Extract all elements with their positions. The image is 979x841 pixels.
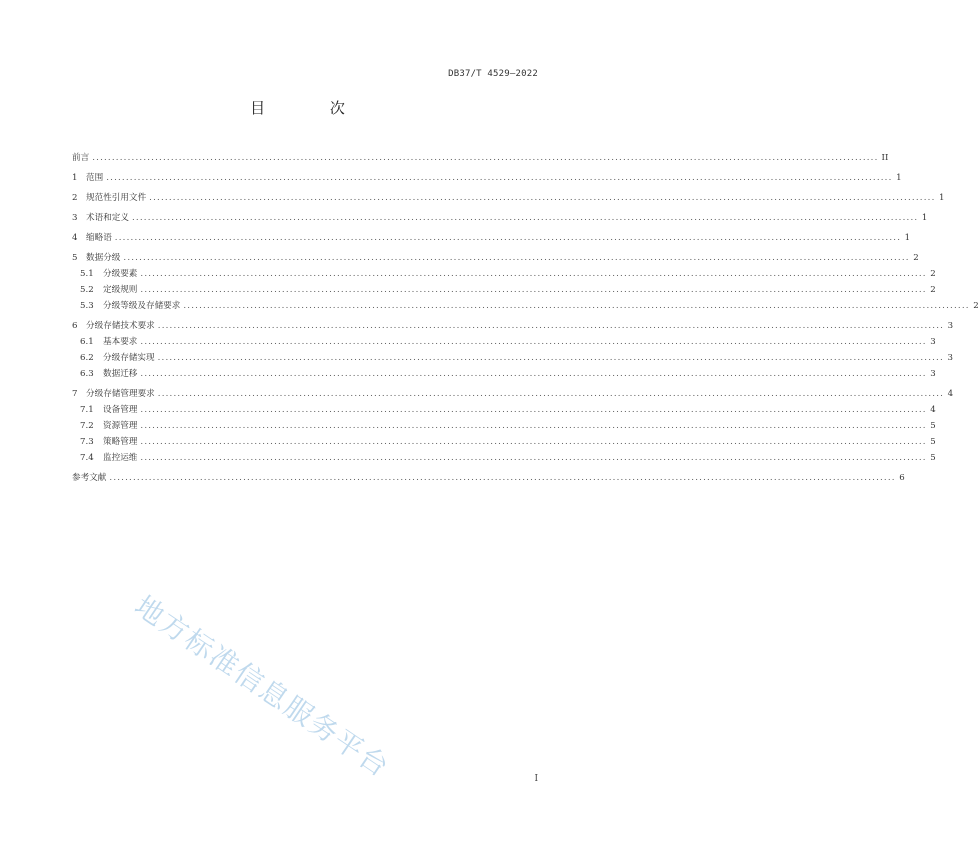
toc-entry-number: 4 [72,233,78,243]
toc-entry-page: 3 [930,369,936,379]
toc-entry-title: 前言 [72,153,90,163]
toc-entry-page: 3 [930,337,936,347]
toc-entry-title: 规范性引用文件 [86,193,147,203]
toc-leader-dots: ........................................................................................................................................................................................................ [114,233,902,243]
toc-entry-title: 范围 [86,173,104,183]
toc-entry-number: 7 [72,389,78,399]
toc-entry[interactable] [72,334,936,350]
toc-entry-page: 4 [930,405,936,415]
toc-entry[interactable] [72,386,954,402]
toc-leader-dots: ........................................................................................................................................................................................................ [157,321,945,331]
toc-entry-number: 6.1 [80,337,94,347]
toc-entry-title: 参考文献 [72,473,107,483]
toc-entry-page: 2 [930,269,936,279]
toc-entry-title: 数据迁移 [103,369,138,379]
toc-entry[interactable] [72,170,902,186]
table-of-contents [72,150,979,486]
toc-entry-page: 2 [913,253,919,263]
toc-entry-number: 7.1 [80,405,94,415]
toc-leader-dots: ........................................................................................................................................................................................................ [183,301,970,311]
toc-entry-title: 资源管理 [103,421,138,431]
toc-leader-dots: ........................................................................................................................................................................................................ [140,269,927,279]
toc-entry-title: 术语和定义 [86,213,129,223]
toc-leader-dots: ........................................................................................................................................................................................................ [140,453,927,463]
toc-leader-dots: ........................................................................................................................................................................................................ [131,213,919,223]
toc-entry[interactable] [72,250,919,266]
toc-entry-page: 2 [930,285,936,295]
toc-entry[interactable] [72,282,936,298]
toc-leader-dots: ........................................................................................................................................................................................................ [109,473,896,483]
toc-entry-number: 5.1 [80,269,94,279]
toc-leader-dots: ........................................................................................................................................................................................................ [140,285,927,295]
toc-entry-number: 6.2 [80,353,94,363]
toc-entry-title: 策略管理 [103,437,138,447]
toc-entry[interactable] [72,266,936,282]
document-code: DB37/T 4529—2022 [448,69,538,79]
toc-entry[interactable] [72,230,911,246]
toc-entry[interactable] [72,210,928,226]
toc-entry-number: 6 [72,321,78,331]
toc-entry-title: 基本要求 [103,337,138,347]
toc-entry-title: 分级存储实现 [103,353,155,363]
toc-leader-dots: ........................................................................................................................................................................................................ [157,389,945,399]
toc-entry-number: 1 [72,173,78,183]
toc-leader-dots: ........................................................................................................................................................................................................ [149,193,936,203]
page-title: 目 次 [250,99,375,117]
toc-entry-number: 6.3 [80,369,94,379]
toc-entry-number: 7.2 [80,421,94,431]
toc-leader-dots: ........................................................................................................................................................................................................ [140,405,927,415]
toc-entry-title: 监控运维 [103,453,138,463]
toc-entry-page: 1 [904,233,911,243]
toc-entry-title: 缩略语 [86,233,112,243]
toc-entry[interactable] [72,418,936,434]
toc-entry[interactable] [72,450,936,466]
toc-leader-dots: ........................................................................................................................................................................................................ [106,173,893,183]
toc-entry-title: 定级规则 [103,285,138,295]
toc-entry-page: 3 [947,353,953,363]
toc-entry-page: 1 [896,173,902,183]
toc-entry-page: 6 [899,473,905,483]
toc-entry-title: 分级存储技术要求 [86,321,155,331]
toc-entry[interactable] [72,190,945,206]
toc-entry[interactable] [72,470,905,486]
toc-entry-page: 4 [947,389,954,399]
toc-entry-title: 分级存储管理要求 [86,389,155,399]
toc-entry-number: 7.3 [80,437,94,447]
toc-entry-page: 1 [939,193,945,203]
page-number: I [534,774,538,784]
toc-entry-page: II [881,153,889,163]
toc-entry-page: 2 [973,301,979,311]
toc-entry-page: 5 [930,453,936,463]
toc-leader-dots: ........................................................................................................................................................................................................ [92,153,879,163]
watermark: 地方标准信息服务平台 [128,589,396,785]
toc-leader-dots: ........................................................................................................................................................................................................ [123,253,910,263]
toc-entry[interactable] [72,366,936,382]
toc-entry-number: 3 [72,213,78,223]
toc-leader-dots: ........................................................................................................................................................................................................ [140,337,927,347]
toc-entry-title: 数据分级 [86,253,121,263]
toc-entry-number: 5.3 [80,301,94,311]
toc-entry[interactable] [72,298,979,314]
toc-entry[interactable] [72,150,889,166]
toc-leader-dots: ........................................................................................................................................................................................................ [140,421,927,431]
toc-leader-dots: ........................................................................................................................................................................................................ [140,437,927,447]
toc-entry-number: 7.4 [80,453,94,463]
toc-entry-title: 分级要素 [103,269,138,279]
toc-entry-title: 分级等级及存储要求 [103,301,181,311]
toc-entry-number: 5 [72,253,78,263]
toc-entry-number: 2 [72,193,78,203]
toc-entry[interactable] [72,434,936,450]
toc-entry[interactable] [72,318,954,334]
toc-entry-page: 5 [930,437,936,447]
toc-leader-dots: ........................................................................................................................................................................................................ [157,353,944,363]
toc-entry-page: 1 [921,213,928,223]
toc-entry[interactable] [72,402,936,418]
toc-entry-number: 5.2 [80,285,94,295]
toc-entry-page: 3 [947,321,954,331]
toc-leader-dots: ........................................................................................................................................................................................................ [140,369,927,379]
toc-entry[interactable] [72,350,953,366]
toc-entry-title: 设备管理 [103,405,138,415]
toc-entry-page: 5 [930,421,936,431]
